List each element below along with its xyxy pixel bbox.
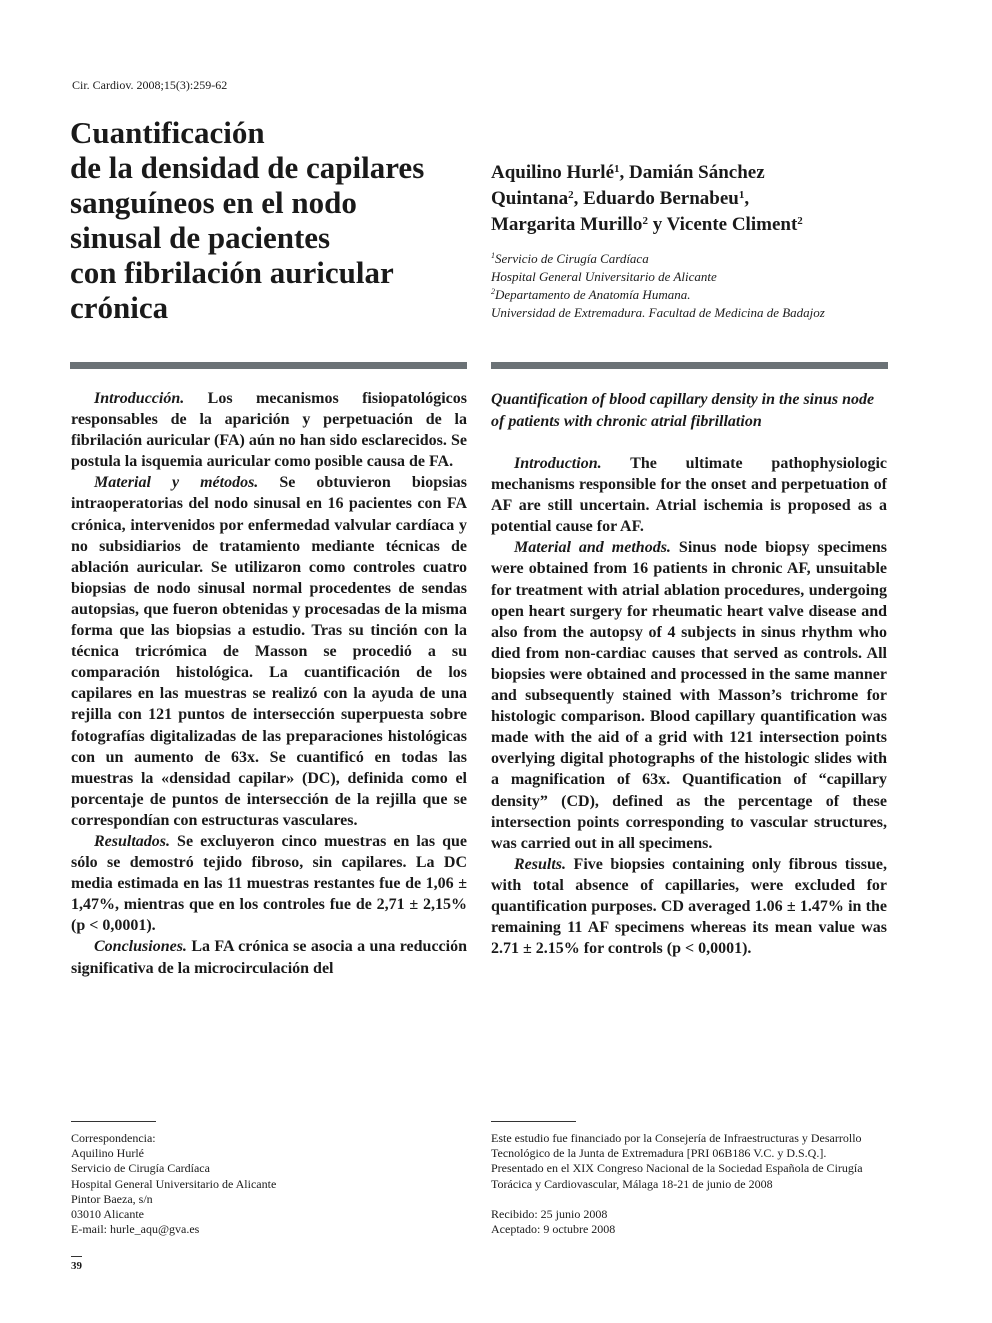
affiliation-text: Servicio de Cirugía Cardíaca	[495, 251, 649, 266]
footnote-line: Aquilino Hurlé	[71, 1146, 144, 1161]
section-divider	[491, 362, 888, 369]
abstract-spanish	[71, 388, 467, 979]
footnote-line: Pintor Baeza, s/n	[71, 1191, 153, 1206]
footnote-divider	[71, 1121, 156, 1122]
paragraph-text: The ultimate pathophysiologic mechanisms responsible for the onset and perpetuation of AF are still uncertain. Atrial ischemia is proposed as a potential cause for AF.	[491, 455, 887, 536]
english-title: Quantification of blood capillary density in the sinus node of patients with chronic atrial fibrillation	[491, 391, 875, 430]
footnote-line: Torácica y Cardiovascular, Málaga 18-21 de junio de 2008	[491, 1176, 773, 1191]
section-label: Resultados.	[94, 832, 171, 850]
affiliation-marker: 2	[491, 287, 495, 296]
author-line	[491, 212, 891, 238]
affiliation-marker: 2	[797, 215, 803, 227]
section-divider	[70, 362, 467, 369]
affiliations	[491, 250, 891, 322]
funding-footnote	[491, 1131, 891, 1237]
abstract-paragraph	[491, 453, 887, 537]
email-link[interactable]: E-mail: hurle_aqu@gva.es	[71, 1222, 200, 1237]
section-label: Material y métodos.	[94, 474, 259, 492]
author-name: Quintana	[491, 188, 569, 209]
footnote-line: Este estudio fue financiado por la Consejería de Infraestructuras y Desarrollo	[491, 1131, 862, 1145]
paragraph-text: Sinus node biopsy specimens were obtained from 16 patients in chronic AF, unsuitable for treatment with atrial ablation procedures, undergoing open heart surgery for rheumatic heart valve disease and also from the autopsy of 4 subjects in sinus rhythm who died from non-cardiac causes that served as controls. All biopsies were obtained and processed in the same manner and subsequently stained with Masson’s trichrome for histologic comparison. Blood capillary quantification was made with the aid of a grid with 121 intersection points overlying digital photographs of the histologic slides with a magnification of 63x. Quantification of “capillary density” (CD), defined as the percentage of these intersection points corresponding to vascular structures, was carried out in all specimens.	[491, 539, 888, 852]
footnote-line: Servicio de Cirugía Cardíaca	[71, 1161, 210, 1176]
title-line: de la densidad de capilares	[70, 150, 425, 185]
section-label: Material and methods.	[514, 539, 671, 557]
affiliation-line	[491, 286, 891, 304]
title-line: Cuantificación	[70, 115, 265, 150]
abstract-paragraph	[71, 472, 467, 831]
accepted-date: Aceptado: 9 octubre 2008	[491, 1222, 616, 1237]
author-separator: ,	[744, 188, 750, 209]
author-name: y Vicente Climent	[647, 214, 798, 235]
abstract-english	[491, 389, 887, 959]
footnote-line: Tecnológico de la Junta de Extremadura [PRI 06B186 V.C. y D.S.Q.].	[491, 1146, 827, 1161]
title-line: con fibrilación auricular	[70, 255, 394, 290]
footnote-line: Correspondencia:	[71, 1131, 156, 1145]
abstract-paragraph	[71, 936, 467, 978]
paragraph-text: Five biopsies containing only fibrous tissue, with total absence of capillaries, were excluded for quantification purposes. CD averaged 1.06 ± 1.47% in the remaining 11 AF specimens whereas its mean value was 2.71 ± 2.15% for controls (p < 0,0001).	[491, 855, 887, 958]
author-line	[491, 186, 891, 212]
affiliation-marker: 2	[568, 189, 574, 201]
section-label: Introduction.	[514, 455, 602, 472]
title-line: sanguíneos en el nodo	[70, 185, 357, 220]
section-label: Conclusiones.	[94, 938, 187, 956]
paragraph-text: Se excluyeron cinco muestras en las que sólo se demostró tejido fibroso, sin capilares. La DC media estimada en las 11 muestras restantes fue de 1,06 ± 1,47%, mientras que en los controles fue de 2,71 ± 2,15% (p < 0,0001).	[71, 832, 467, 935]
title-line: crónica	[70, 290, 169, 325]
article-title	[70, 115, 470, 325]
author-name: Aquilino Hurlé	[491, 162, 614, 183]
abstract-paragraph	[71, 388, 467, 472]
affiliation-marker: 2	[642, 215, 648, 227]
affiliation-line: Universidad de Extremadura. Facultad de Medicina de Badajoz	[491, 305, 825, 320]
page-number: 39	[71, 1260, 82, 1272]
footnote-spacer	[491, 1192, 891, 1207]
abstract-paragraph	[491, 537, 887, 853]
section-label: Introducción.	[94, 390, 185, 407]
author-name: , Damián Sánchez	[619, 162, 765, 183]
affiliation-marker: 1	[738, 189, 745, 201]
footnote-divider	[491, 1121, 576, 1122]
affiliation-text: Departamento de Anatomía Humana.	[495, 287, 691, 302]
author-line	[491, 160, 891, 186]
title-line: sinusal de pacientes	[70, 220, 331, 255]
paragraph-text: La FA crónica se asocia a una reducción significativa de la microcirculación del	[71, 938, 467, 977]
author-list	[491, 160, 891, 238]
paragraph-text: Los mecanismos fisiopatológicos responsables de la aparición y perpetuación de la fibrilación auricular (FA) aún no han sido esclarecidos. Se postula la isquemia auricular como posible causa de FA.	[71, 390, 467, 471]
footnote-line: Presentado en el XIX Congreso Nacional de la Sociedad Española de Cirugía	[491, 1161, 863, 1176]
author-name: , Eduardo Bernabeu	[573, 188, 739, 209]
affiliation-marker: 1	[614, 163, 620, 175]
paragraph-text: Se obtuvieron biopsias intraoperatorias del nodo sinusal en 16 pacientes con FA crónica, intervenidos por enfermedad valvular cardíaca y no subsidiarios de tratamiento mediante técnicas de ablación auricular. Se utilizaron como controles cuatro biopsias de nodo sinusal normal procedentes de sendas autopsias, que fueron obtenidas y procesadas de la misma forma que las biopsias a estudio. Tras su tinción con la técnica tricrómica de Masson se procedió a su comparación histológica. La cuantificación de los capilares en las muestras se realizó con la ayuda de una rejilla con 121 puntos de intersección superpuesta sobre fotografías digitalizadas de las preparaciones histológicas con un aumento de 63x. Se cuantificó en todas las muestras la «densidad capilar» (DC), definida como el porcentaje de puntos de intersección de la rejilla que se correspondían con estructuras vasculares.	[71, 474, 467, 829]
affiliation-line: Hospital General Universitario de Alicante	[491, 269, 717, 284]
page-number-rule	[71, 1256, 82, 1257]
footnote-line: Hospital General Universitario de Alicante	[71, 1176, 277, 1191]
section-label: Results.	[514, 855, 567, 873]
abstract-paragraph	[491, 854, 887, 959]
abstract-paragraph	[71, 831, 467, 936]
affiliation-marker: 1	[491, 251, 495, 260]
received-date: Recibido: 25 junio 2008	[491, 1206, 608, 1221]
affiliation-line	[491, 250, 891, 268]
journal-citation: Cir. Cardiov. 2008;15(3):259-62	[72, 78, 228, 92]
footnote-line: 03010 Alicante	[71, 1207, 144, 1222]
correspondence-footnote	[71, 1131, 276, 1237]
author-name: Margarita Murillo	[491, 214, 643, 235]
